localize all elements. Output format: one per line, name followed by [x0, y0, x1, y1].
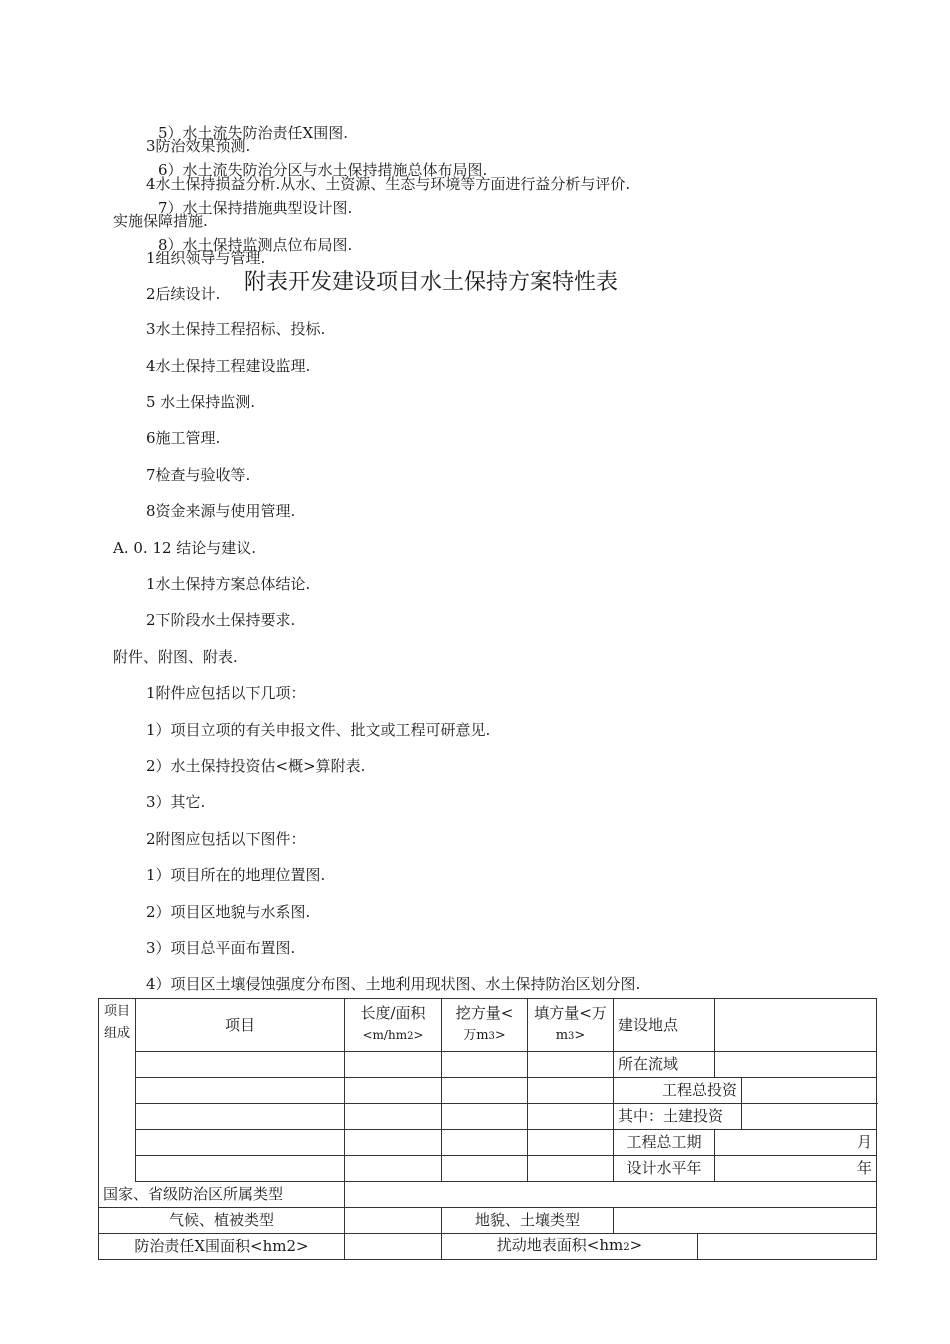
cut-cell [442, 1130, 528, 1156]
duration-unit: 月 [715, 1130, 877, 1156]
total-investment-value [742, 1078, 877, 1104]
responsibility-area-label: 防治责任X围面积<hm2> [99, 1234, 345, 1260]
cut-volume-header: 挖方量< 万m3> [442, 999, 528, 1052]
basin-label: 所在流域 [614, 1052, 715, 1078]
body-line: 4水土保持工程建设监理. [146, 357, 311, 375]
basin-value [715, 1052, 877, 1078]
item-cell [136, 1156, 345, 1182]
construction-site-value [715, 999, 877, 1052]
body-line: 2后续设计. [146, 285, 221, 303]
item-cell [136, 1078, 345, 1104]
cut-cell [442, 1078, 528, 1104]
prevention-zone-label: 国家、省级防治区所属类型 [99, 1182, 345, 1208]
overlap-line: 6）水土流失防治分区与水土保持措施总体布局图. [158, 161, 488, 179]
overlap-line: 3防治效果预测. [146, 137, 251, 155]
climate-vegetation-label: 气候、植被类型 [99, 1208, 345, 1234]
landform-soil-value [614, 1208, 877, 1234]
body-line: 2附图应包括以下图件： [146, 830, 306, 848]
prevention-zone-value [345, 1182, 877, 1208]
item-cell [136, 1052, 345, 1078]
total-investment-label: 工程总投资 [614, 1078, 742, 1104]
item-cell [136, 1130, 345, 1156]
body-line: 6施工管理. [146, 429, 221, 447]
fill-cell [528, 1052, 614, 1078]
body-line: 7检查与验收等. [146, 466, 251, 484]
body-line: 1水土保持方案总体结论. [146, 575, 311, 593]
fill-volume-header: 填方量<万 m3> [528, 999, 614, 1052]
section-heading: A. 0. 12 结论与建议. [113, 539, 257, 557]
fill-cell [528, 1078, 614, 1104]
construction-site-label: 建设地点 [614, 999, 715, 1052]
civil-investment-label: 其中：土建投资 [614, 1104, 742, 1130]
body-line: 1）项目立项的有关申报文件、批文或工程可研意见. [146, 721, 491, 739]
design-year-label: 设计水平年 [614, 1156, 715, 1182]
cut-cell [442, 1052, 528, 1078]
body-line: 3）其它. [146, 793, 206, 811]
overlap-line: 8）水土保持监测点位布局图. [158, 236, 353, 254]
length-cell [345, 1156, 442, 1182]
landform-soil-label: 地貌、土壤类型 [442, 1208, 614, 1234]
overlap-line: 4水土保持损益分析.从水、土资源、生态与环境等方面进行益分析与评价. [146, 175, 631, 193]
disturbed-area-value [698, 1234, 877, 1260]
fill-cell [528, 1104, 614, 1130]
body-line: 3水土保持工程招标、投标. [146, 320, 326, 338]
page-title: 附表开发建设项目水土保持方案特性表 [244, 270, 619, 295]
cut-cell [442, 1156, 528, 1182]
body-line: 2下阶段水土保持要求. [146, 611, 296, 629]
overlap-line: 1组织领导与管理. [146, 249, 266, 267]
overlap-line: 5）水土流失防治责任X围图. [158, 124, 348, 142]
project-composition-header: 项目组成 [99, 999, 136, 1182]
design-year-unit: 年 [715, 1156, 877, 1182]
body-line: 8资金来源与使用管理. [146, 502, 296, 520]
responsibility-area-value [345, 1234, 442, 1260]
length-cell [345, 1078, 442, 1104]
body-line: 2）项目区地貌与水系图. [146, 903, 311, 921]
duration-label: 工程总工期 [614, 1130, 715, 1156]
body-line: 1附件应包括以下几项： [146, 684, 306, 702]
item-cell [136, 1104, 345, 1130]
length-cell [345, 1052, 442, 1078]
body-line: 1）项目所在的地理位置图. [146, 866, 326, 884]
item-header: 项目 [136, 999, 345, 1052]
body-line: 5 水土保持监测. [146, 393, 256, 411]
body-line: 3）项目总平面布置图. [146, 939, 296, 957]
civil-investment-value [742, 1104, 877, 1130]
cut-cell [442, 1104, 528, 1130]
climate-vegetation-value [345, 1208, 442, 1234]
body-line: 4）项目区土壤侵蚀强度分布图、土地利用现状图、水土保持防治区划分图. [146, 975, 641, 993]
disturbed-area-label: 扰动地表面积<hm2> [442, 1234, 698, 1260]
fill-cell [528, 1156, 614, 1182]
section-heading: 附件、附图、附表. [113, 648, 238, 666]
fill-cell [528, 1130, 614, 1156]
overlap-line: 7）水土保持措施典型设计图. [158, 199, 353, 217]
length-cell [345, 1104, 442, 1130]
overlap-line: 实施保障措施. [113, 212, 208, 230]
length-cell [345, 1130, 442, 1156]
project-spec-table [98, 998, 877, 1260]
length-area-header: 长度/面积 <m/hm2> [345, 999, 442, 1052]
body-line: 2）水土保持投资估<概>算附表. [146, 757, 366, 775]
